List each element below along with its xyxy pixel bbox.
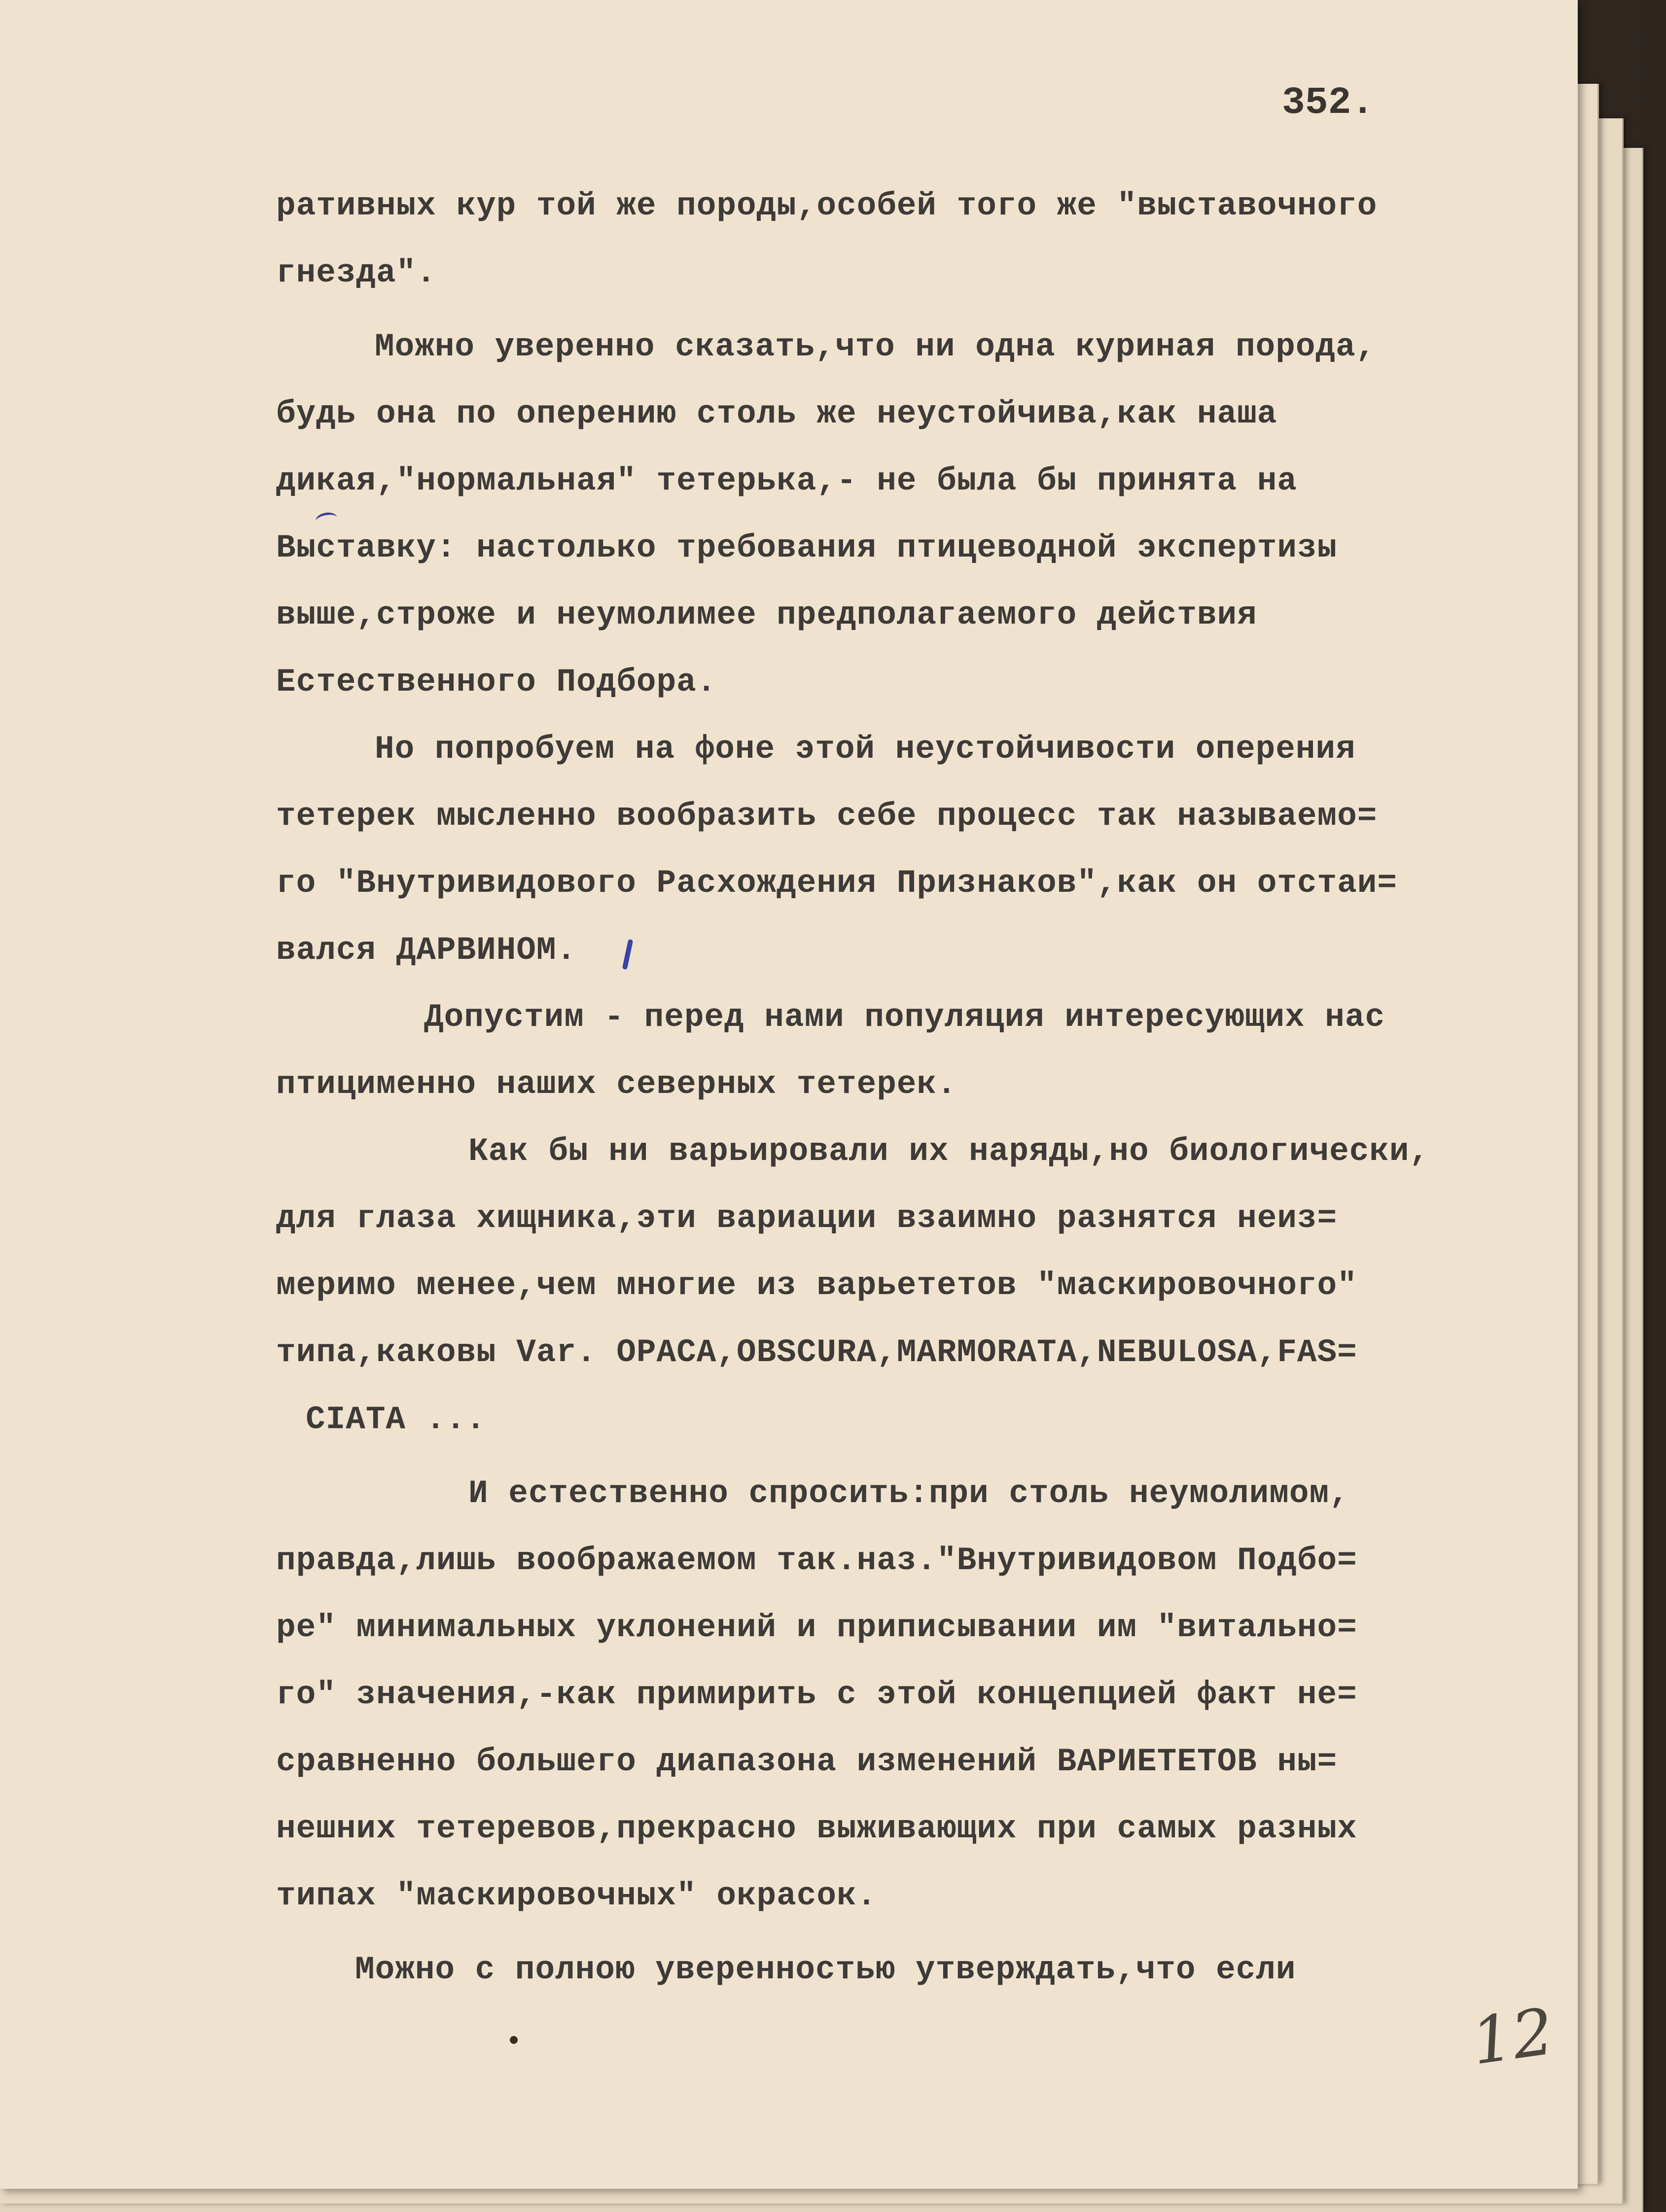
text-line: Можно уверенно сказать,что ни одна куриная порода, (375, 328, 1376, 365)
text-line: гнезда". (276, 254, 436, 291)
text-line: Как бы ни варьировали их наряды,но биологически, (468, 1133, 1430, 1170)
text-line: Выставку: настолько требования птицеводной экспертизы (276, 529, 1338, 566)
handwritten-folio-number: 12 (1467, 1994, 1559, 2079)
text-line: Допустим - перед нами популяция интересующих нас (424, 999, 1385, 1036)
text-line: Естественного Подбора. (276, 664, 717, 701)
text-line: меримо менее,чем многие из варьететов "маскировочного" (276, 1267, 1357, 1304)
text-line: го" значения,-как примирить с этой концепцией факт не= (276, 1676, 1357, 1713)
text-line: сравненно большего диапазона изменений ВАРИЕТЕТОВ ны= (276, 1743, 1338, 1780)
text-line: для глаза хищника,эти вариации взаимно разнятся неиз= (276, 1200, 1338, 1237)
text-line: ративных кур той же породы,особей того же "выставочного (276, 187, 1378, 224)
text-line: И естественно спросить:при столь неумолимом, (468, 1475, 1349, 1512)
text-line: вался ДАРВИНОМ. (276, 932, 577, 969)
text-line: типах "маскировочных" окрасок. (276, 1877, 877, 1914)
text-line: Но попробуем на фоне этой неустойчивости оперения (375, 731, 1356, 768)
body-text (276, 173, 1538, 2003)
text-line: выше,строже и неумолимее предполагаемого действия (276, 597, 1257, 633)
text-line: птицименно наших северных тетерек. (276, 1066, 957, 1103)
page-number: 352. (1282, 81, 1375, 125)
text-line: нешних тетеревов,прекрасно выживающих при самых разных (276, 1810, 1357, 1847)
text-line: ре" минимальных уклонений и приписывании им "витально= (276, 1609, 1357, 1646)
text-line: Можно с полною уверенностью утверждать,что если (355, 1951, 1296, 1988)
text-line: дикая,"нормальная" тетерька,- не была бы принята на (276, 462, 1297, 499)
text-line: го "Внутривидового Расхождения Признаков",как он отстаи= (276, 865, 1397, 902)
text-line: будь она по оперению столь же неустойчива,как наша (276, 395, 1277, 432)
text-line: тетерек мысленно вообразить себе процесс так называемо= (276, 798, 1378, 835)
text-line: типа,каковы Var. OPACA,OBSCURA,MARMORATA,NEBULOSA,FAS= (276, 1334, 1357, 1371)
text-line: CIATA ... (306, 1401, 486, 1438)
text-line: правда,лишь воображаемом так.наз."Внутривидовом Подбо= (276, 1542, 1357, 1579)
ink-dot (510, 2036, 518, 2044)
